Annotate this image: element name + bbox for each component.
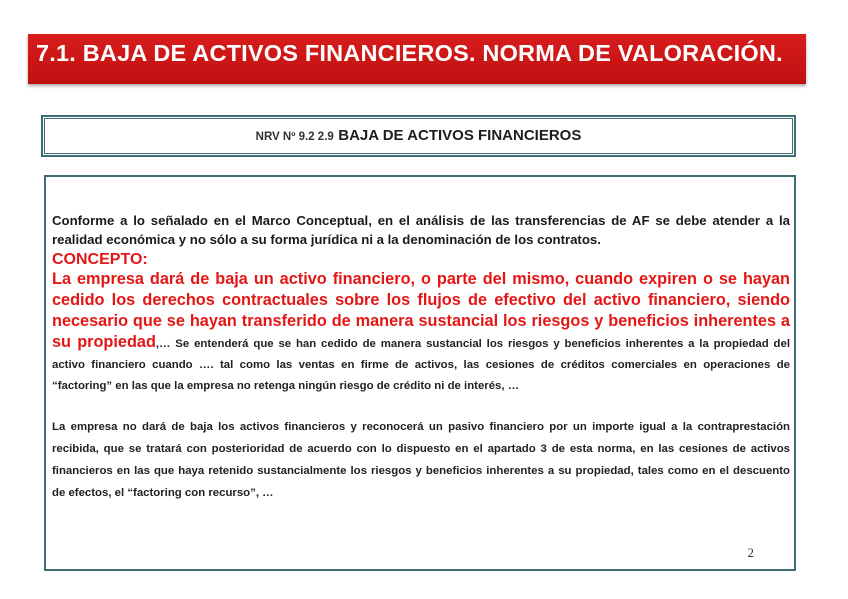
subtitle-heading: BAJA DE ACTIVOS FINANCIEROS: [338, 127, 582, 144]
slide-title: 7.1. BAJA DE ACTIVOS FINANCIEROS. NORMA DE VALORACIÓN.: [36, 40, 783, 66]
intro-paragraph: Conforme a lo señalado en el Marco Conceptual, en el análisis de las transferencias de AF se debe atender a la realidad económica y no sólo a su forma jurídica ni a la denominación de los contratos.: [52, 213, 790, 247]
subtitle-reference: NRV Nº 9.2 2.9: [255, 131, 334, 143]
content-box: [44, 175, 796, 571]
concept-label: CONCEPTO:: [52, 251, 148, 268]
title-banner: [28, 34, 806, 84]
page-number: 2: [747, 545, 754, 560]
second-paragraph: La empresa no dará de baja los activos financieros y reconocerá un pasivo financiero por un importe igual a la contraprestación recibida, que se tratará con posterioridad de acuerdo con lo dispuesto en el apartado 3 de esta norma, en las cesiones de activos financieros en las que haya retenido sustancialmente los riesgos y beneficios inherentes a su propiedad, tales como en el descuento de efectos, el “factoring con recurso”, …: [52, 421, 790, 499]
definition-continuation: ,… Se entenderá que se han cedido de manera sustancial los riesgos y beneficios inherentes a la propiedad del activo financiero cuando …. tal como las ventas en firme de activos, las cesiones de créditos comerciales en operaciones de “factoring” en las que la empresa no retenga ningún riesgo de crédito ni de interés, …: [52, 338, 790, 392]
definition-text: La empresa dará de baja un activo financiero, o parte del mismo, cuando expiren o se hayan cedido los derechos contractuales sobre los flujos de efectivo del activo financiero, siendo necesario que se hayan transferido de manera sustancial los riesgos y beneficios inherentes a su propiedad: [52, 270, 790, 351]
definition-paragraph: [52, 269, 790, 396]
subtitle-box: [41, 115, 796, 157]
